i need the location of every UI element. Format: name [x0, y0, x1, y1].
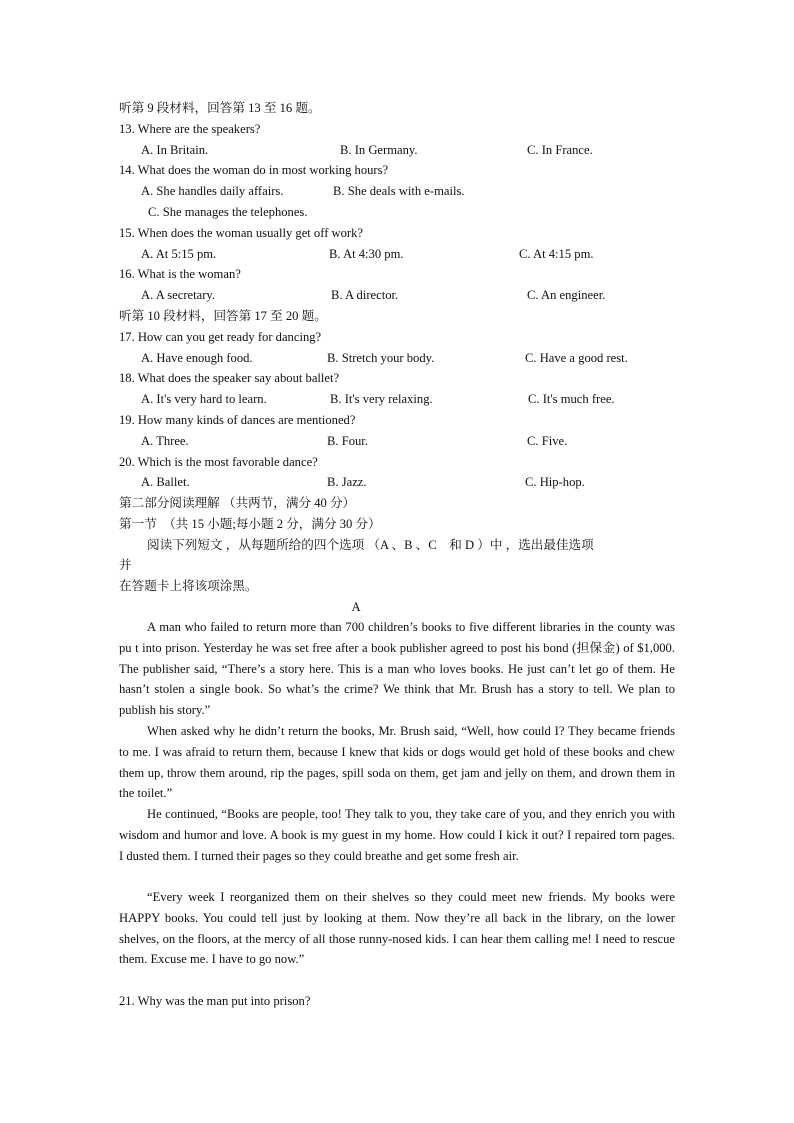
q17-option-b: B. Stretch your body.	[327, 351, 435, 365]
q18-option-a: A. It's very hard to learn.	[141, 392, 267, 406]
q15-option-a: A. At 5:15 pm.	[141, 247, 217, 261]
q15-option-c: C. At 4:15 pm.	[519, 247, 594, 261]
passage-title: A	[351, 600, 361, 614]
question-20: 20. Which is the most favorable dance?	[119, 455, 318, 469]
q20-option-c: C. Hip-hop.	[525, 475, 585, 489]
reading-section-heading: 第二部分阅读理解 （共两节，满分 40 分）	[119, 496, 356, 510]
q14-option-c: C. She manages the telephones.	[148, 205, 308, 219]
section1-heading: 第一节 （共 15 小题;每小题 2 分，满分 30 分）	[119, 517, 381, 531]
question-21: 21. Why was the man put into prison?	[119, 994, 311, 1008]
q18-option-c: C. It's much free.	[528, 392, 615, 406]
question-17: 17. How can you get ready for dancing?	[119, 330, 322, 344]
q20-option-a: A. Ballet.	[141, 475, 190, 489]
passage-paragraph-1: A man who failed to return more than 700 children’s books to five different libraries in the county was pu t into prison. Yesterday he was set free after a book publisher agreed to post his bond (担保金) of $1,000. The publisher said, “There’s a story here. This is a man who loves books. He just can’t let go of them. He hasn’t stolen a single book. So what’s the crime? We think that Mr. Brush has a story to tell. We plan to publish his story.”	[119, 620, 675, 718]
instruction-line-2: 并	[119, 558, 132, 572]
q13-option-a: A. In Britain.	[141, 143, 209, 157]
passage-paragraph-3: He continued, “Books are people, too! They talk to you, they take care of you, and they enrich you with wisdom and humor and love. A book is my guest in my home. How could I kick it out? I repaired torn pages. I dusted them. I turned their pages so they could breathe and get some fresh air.	[119, 807, 675, 863]
question-14: 14. What does the woman do in most working hours?	[119, 163, 389, 177]
question-19: 19. How many kinds of dances are mentioned?	[119, 413, 356, 427]
q19-option-c: C. Five.	[527, 434, 568, 448]
q13-option-b: B. In Germany.	[340, 143, 418, 157]
q20-option-b: B. Jazz.	[327, 475, 367, 489]
q13-option-c: C. In France.	[527, 143, 593, 157]
q17-option-c: C. Have a good rest.	[525, 351, 628, 365]
q19-option-a: A. Three.	[141, 434, 189, 448]
passage-paragraph-2: When asked why he didn’t return the books, Mr. Brush said, “Well, how could I? They became friends to me. I was afraid to return them, because I knew that kids or dogs would get hold of these books and chew them up, throw them around, rip the pages, spill soda on them, get jam and jelly on them, and drown them in the toilet.”	[119, 724, 675, 801]
q18-option-b: B. It's very relaxing.	[330, 392, 433, 406]
question-16: 16. What is the woman?	[119, 267, 241, 281]
part10-heading: 听第 10 段材料，回答第 17 至 20 题。	[119, 309, 327, 323]
q19-option-b: B. Four.	[327, 434, 368, 448]
q16-option-c: C. An engineer.	[527, 288, 606, 302]
q16-option-b: B. A director.	[331, 288, 399, 302]
part9-heading: 听第 9 段材料，回答第 13 至 16 题。	[119, 101, 321, 115]
q14-option-a: A. She handles daily affairs.	[141, 184, 284, 198]
q17-option-a: A. Have enough food.	[141, 351, 253, 365]
q15-option-b: B. At 4:30 pm.	[329, 247, 404, 261]
question-18: 18. What does the speaker say about ballet?	[119, 371, 340, 385]
instruction-line-3: 在答题卡上将该项涂黑。	[119, 579, 258, 593]
q16-option-a: A. A secretary.	[141, 288, 216, 302]
question-15: 15. When does the woman usually get off work?	[119, 226, 364, 240]
instruction-line-1: 阅读下列短文 ，从每题所给的四个选项 （A 、B 、C 和 D ）中 ，选出最佳选项	[147, 538, 594, 552]
passage-paragraph-4: “Every week I reorganized them on their shelves so they could meet new friends. My books were HAPPY books. You could tell just by looking at them. Now they’re all back in the library, on the lower shelves, on the floors, at the mercy of all those runny-nosed kids. I can hear them calling me! I need to rescue them. Excuse me. I have to go now.”	[119, 890, 675, 967]
question-13: 13. Where are the speakers?	[119, 122, 261, 136]
q14-option-b: B. She deals with e-mails.	[333, 184, 465, 198]
